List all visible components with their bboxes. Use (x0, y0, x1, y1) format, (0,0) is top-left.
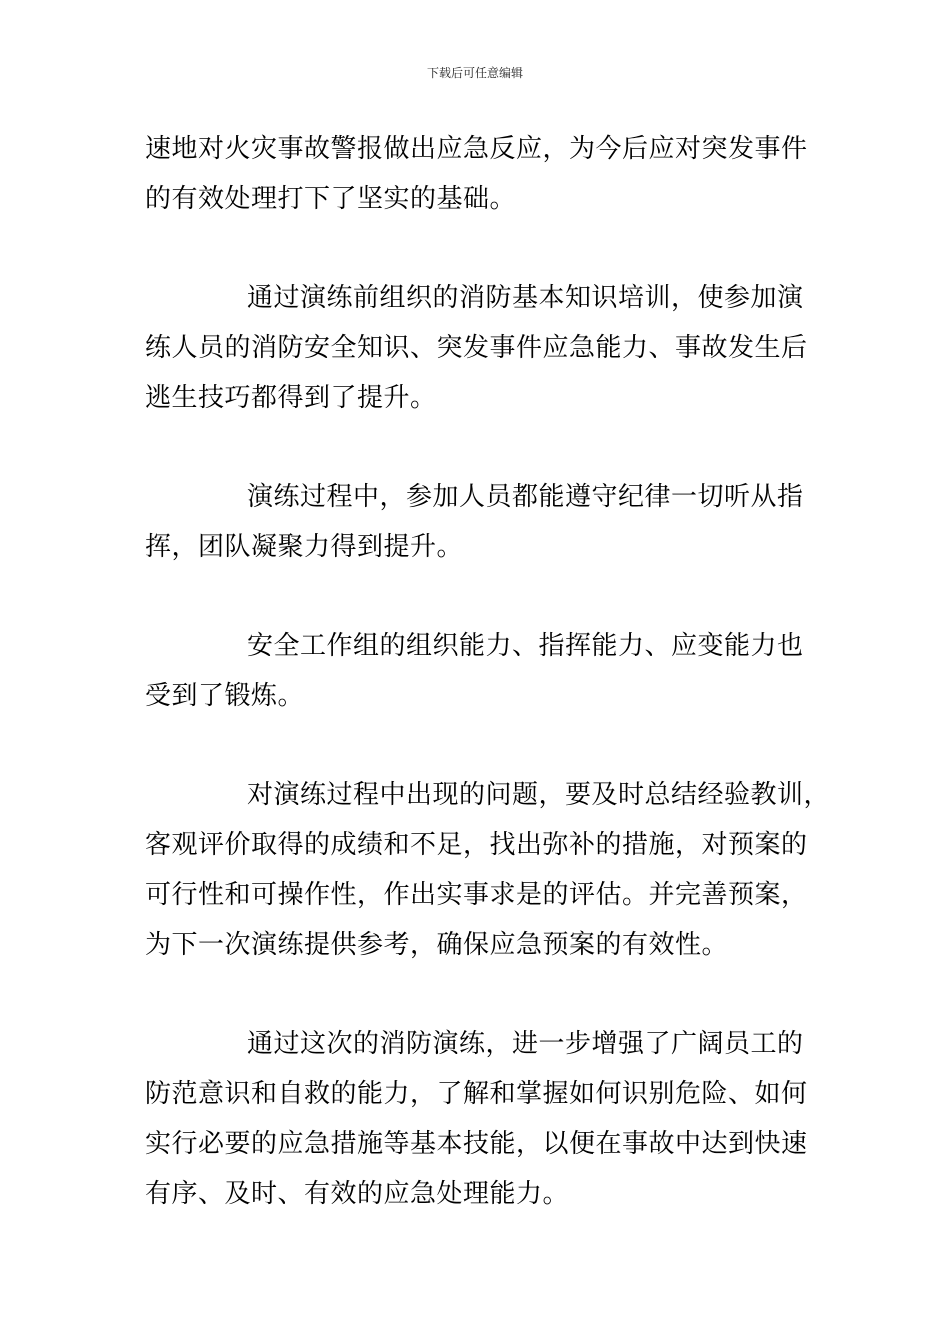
paragraph-line: 挥，团队凝聚力得到提升。 (145, 532, 464, 562)
paragraph-line: 的有效处理打下了坚实的基础。 (145, 184, 517, 214)
paragraph-4 (145, 621, 810, 721)
paragraph-2 (145, 273, 810, 423)
paragraph-line: 速地对火灾事故警报做出应急反应，为今后应对突发事件 (145, 134, 808, 164)
paragraph-5 (145, 770, 831, 970)
paragraph-6 (145, 1019, 810, 1219)
page-header: 下载后可任意编辑 (426, 66, 523, 80)
paragraph-line: 可行性和可操作性，作出实事求是的评估。并完善预案， (145, 880, 808, 910)
paragraph-line: 对演练过程中出现的问题，要及时总结经验教训， (247, 780, 831, 810)
paragraph-line: 通过演练前组织的消防基本知识培训，使参加演 (247, 283, 804, 313)
paragraph-line: 有序、及时、有效的应急处理能力。 (145, 1179, 570, 1209)
paragraph-3 (145, 472, 810, 572)
paragraph-line: 客观评价取得的成绩和不足，找出弥补的措施，对预案的 (145, 830, 808, 860)
paragraph-line: 逃生技巧都得到了提升。 (145, 383, 437, 413)
paragraph-line: 受到了锻炼。 (145, 681, 305, 711)
paragraph-line: 演练过程中，参加人员都能遵守纪律一切听从指 (247, 482, 804, 512)
paragraph-line: 为下一次演练提供参考，确保应急预案的有效性。 (145, 930, 729, 960)
paragraph-line: 防范意识和自救的能力，了解和掌握如何识别危险、如何 (145, 1079, 808, 1109)
paragraph-line: 练人员的消防安全知识、突发事件应急能力、事故发生后 (145, 333, 808, 363)
paragraph-line: 安全工作组的组织能力、指挥能力、应变能力也 (247, 631, 804, 661)
paragraph-1 (145, 124, 810, 224)
paragraph-line: 实行必要的应急措施等基本技能，以便在事故中达到快速 (145, 1129, 808, 1159)
paragraph-line: 通过这次的消防演练，进一步增强了广阔员工的 (247, 1029, 804, 1059)
